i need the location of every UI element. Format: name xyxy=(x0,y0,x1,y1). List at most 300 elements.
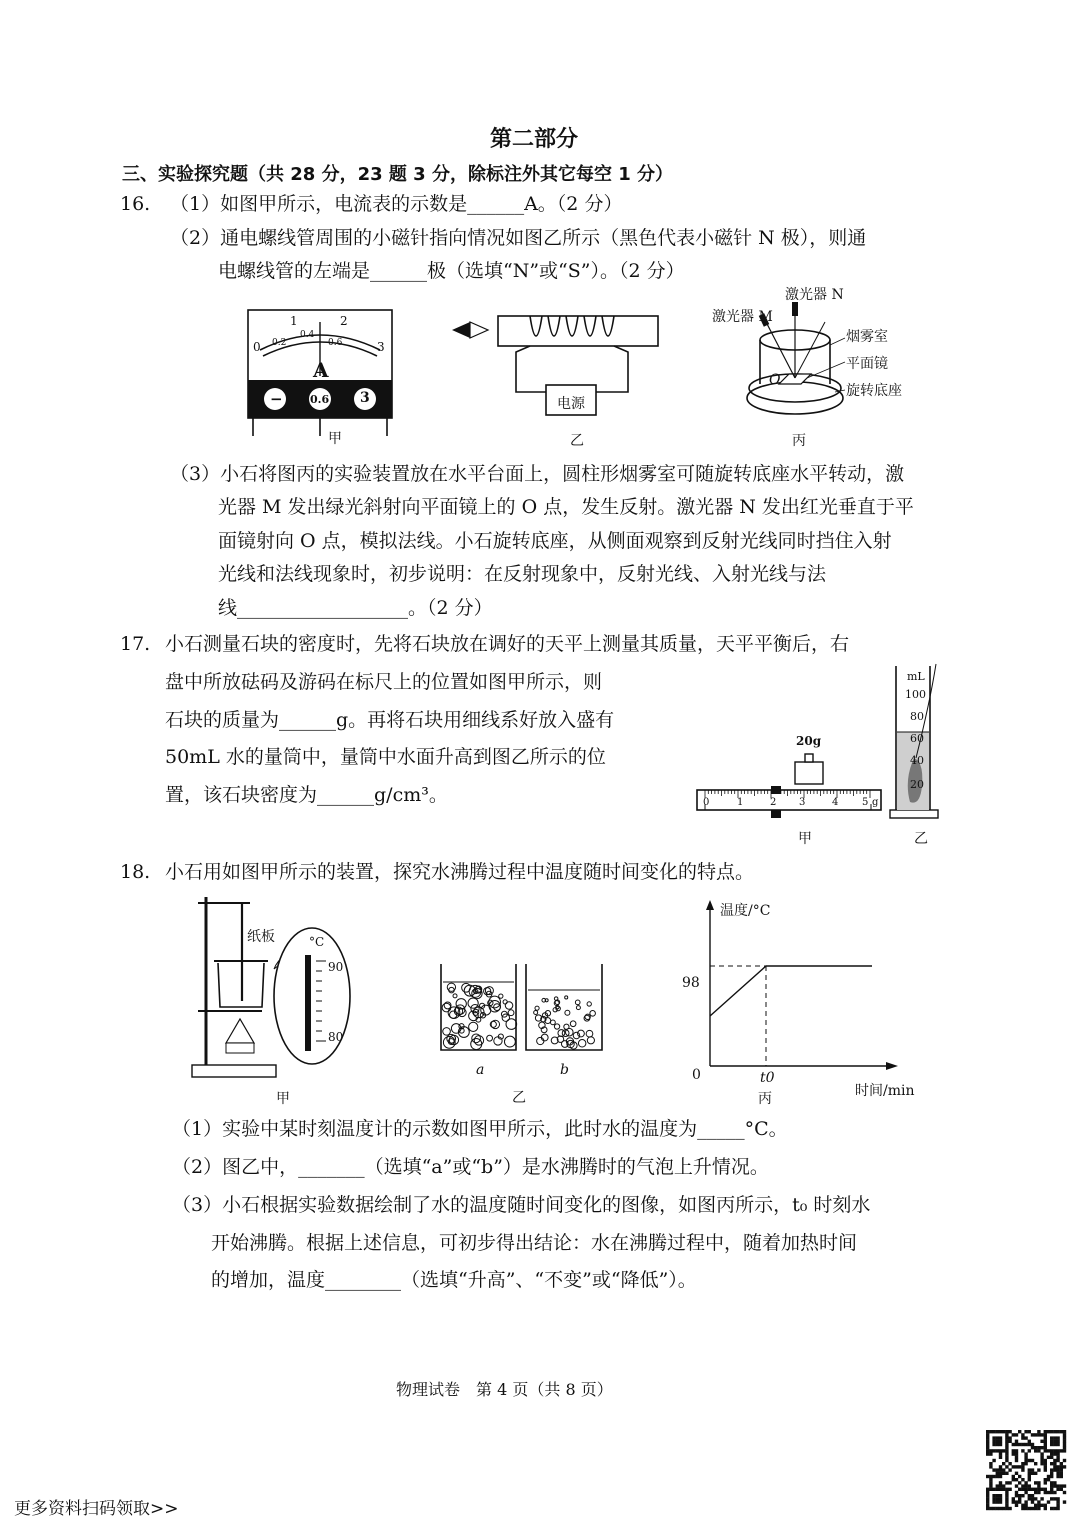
qr-module xyxy=(1037,1481,1040,1484)
qr-module xyxy=(1044,1443,1047,1446)
qr-module xyxy=(1056,1484,1059,1487)
qr-module xyxy=(1028,1459,1031,1462)
terminal-06: 0.6 xyxy=(310,393,330,406)
bubble xyxy=(537,1037,544,1044)
qr-module xyxy=(999,1436,1002,1439)
q18-part1: （1）实验中某时刻温度计的示数如图甲所示，此时水的温度为_____°C。 xyxy=(172,1118,788,1140)
qr-module xyxy=(1044,1507,1047,1510)
qr-module xyxy=(1037,1433,1040,1436)
qr-module xyxy=(1008,1507,1011,1510)
qr-module xyxy=(986,1507,989,1510)
qr-module xyxy=(1031,1507,1034,1510)
qr-module xyxy=(1005,1507,1008,1510)
q16-number: 16. xyxy=(120,193,151,215)
qr-module xyxy=(1005,1433,1008,1436)
qr-module xyxy=(1031,1443,1034,1446)
qr-module xyxy=(1047,1475,1050,1478)
qr-module xyxy=(1012,1497,1015,1500)
q16-part1: （1）如图甲所示，电流表的示数是______A。（2 分） xyxy=(170,193,623,215)
qr-module xyxy=(1021,1465,1024,1468)
bubble xyxy=(468,998,478,1008)
qr-module xyxy=(999,1452,1002,1455)
qr-module xyxy=(1012,1465,1015,1468)
qr-module xyxy=(1024,1452,1027,1455)
qr-module xyxy=(1060,1465,1063,1468)
qr-module xyxy=(1015,1494,1018,1497)
scale-tick-4: 4 xyxy=(832,797,839,808)
qr-module xyxy=(1050,1468,1053,1471)
qr-module xyxy=(1034,1507,1037,1510)
bubble xyxy=(587,1037,594,1044)
bubble xyxy=(469,1022,478,1031)
qr-module xyxy=(996,1500,999,1503)
qr-module xyxy=(1031,1433,1034,1436)
qr-module xyxy=(1044,1462,1047,1465)
qr-module xyxy=(1002,1507,1005,1510)
qr-module xyxy=(1021,1462,1024,1465)
qr-module xyxy=(1028,1449,1031,1452)
q17-line1: 小石测量石块的密度时，先将石块放在调好的天平上测量其质量，天平平衡后，右 xyxy=(165,633,850,655)
q18-part3-line1: （3）小石根据实验数据绘制了水的温度随时间变化的图像，如图丙所示，t₀ 时刻水 xyxy=(172,1194,871,1216)
bubble xyxy=(575,1000,580,1005)
qr-module xyxy=(1005,1472,1008,1475)
q18-line1: 小石用如图甲所示的装置，探究水沸腾过程中温度随时间变化的特点。 xyxy=(165,861,755,883)
qr-module xyxy=(1060,1430,1063,1433)
qr-module xyxy=(999,1494,1002,1497)
plane-mirror-label: 平面镜 xyxy=(846,356,888,372)
qr-module xyxy=(999,1488,1002,1491)
qr-module xyxy=(1005,1491,1008,1494)
qr-module xyxy=(1012,1449,1015,1452)
chart-x-tick-t0: t0 xyxy=(760,1070,775,1086)
qr-module xyxy=(1040,1488,1043,1491)
qr-module xyxy=(1015,1452,1018,1455)
bubble xyxy=(578,1040,585,1047)
bubble xyxy=(506,1019,517,1030)
bubble xyxy=(564,1024,569,1029)
bubble xyxy=(554,1024,559,1029)
qr-module xyxy=(986,1497,989,1500)
cylinder-tick-40: 40 xyxy=(910,754,924,767)
qr-module xyxy=(999,1507,1002,1510)
qr-module xyxy=(1018,1475,1021,1478)
qr-module xyxy=(986,1436,989,1439)
scale-tick-1: 1 xyxy=(737,797,744,808)
qr-module xyxy=(999,1481,1002,1484)
qr-module xyxy=(989,1481,992,1484)
point-o-label: O xyxy=(769,372,781,388)
q17-line4: 50mL 水的量筒中，量筒中水面升高到图乙所示的位 xyxy=(165,746,606,768)
cylinder-tick-60: 60 xyxy=(910,732,924,745)
qr-module xyxy=(1056,1449,1059,1452)
qr-module xyxy=(1021,1484,1024,1487)
qr-module xyxy=(1002,1472,1005,1475)
q16-part2-line2: 电螺线管的左端是______极（选填“N”或“S”）。（2 分） xyxy=(218,260,685,282)
bubbles-figure xyxy=(438,962,606,1058)
bubble xyxy=(570,1021,576,1027)
qr-module xyxy=(1028,1472,1031,1475)
bubble xyxy=(565,1010,570,1015)
qr-module xyxy=(1053,1449,1056,1452)
qr-module xyxy=(1050,1484,1053,1487)
terminal-3: 3 xyxy=(360,390,370,406)
qr-module xyxy=(1060,1484,1063,1487)
qr-module xyxy=(1056,1504,1059,1507)
qr-module xyxy=(1028,1478,1031,1481)
bubble xyxy=(534,1011,538,1015)
qr-module xyxy=(1056,1507,1059,1510)
qr-module xyxy=(1037,1500,1040,1503)
qr-module xyxy=(1031,1494,1034,1497)
qr-module xyxy=(1034,1488,1037,1491)
qr-module xyxy=(989,1465,992,1468)
section-heading: 三、实验探究题（共 28 分，23 题 3 分，除标注外其它每空 1 分） xyxy=(122,164,674,185)
qr-module xyxy=(1021,1478,1024,1481)
ammeter-tick-04: 0.4 xyxy=(300,330,315,340)
qr-module xyxy=(1044,1478,1047,1481)
qr-module xyxy=(1012,1478,1015,1481)
ammeter-tick-3: 3 xyxy=(377,340,385,354)
qr-module xyxy=(986,1433,989,1436)
qr-module xyxy=(1002,1430,1005,1433)
qr-module xyxy=(1047,1500,1050,1503)
qr-module xyxy=(996,1484,999,1487)
qr-module xyxy=(1005,1459,1008,1462)
qr-module xyxy=(992,1436,995,1439)
qr-module xyxy=(1005,1494,1008,1497)
qr-module xyxy=(1024,1443,1027,1446)
bubble xyxy=(449,987,454,992)
qr-module xyxy=(1024,1456,1027,1459)
qr-module xyxy=(1063,1484,1066,1487)
qr-module xyxy=(1040,1497,1043,1500)
bubble xyxy=(576,1006,580,1010)
page-title: 第二部分 xyxy=(490,127,579,152)
thermometer-90: 90 xyxy=(328,960,344,974)
qr-module xyxy=(1002,1484,1005,1487)
q18-number: 18. xyxy=(120,861,151,883)
qr-module xyxy=(1005,1452,1008,1455)
qr-module xyxy=(999,1440,1002,1443)
qr-module xyxy=(1018,1488,1021,1491)
qr-module xyxy=(1040,1459,1043,1462)
qr-module xyxy=(1063,1459,1066,1462)
qr-module xyxy=(996,1497,999,1500)
qr-module xyxy=(992,1500,995,1503)
qr-module xyxy=(1044,1436,1047,1439)
qr-module xyxy=(1040,1456,1043,1459)
chart-series-line xyxy=(710,966,872,1016)
cylinder-tick-100: 100 xyxy=(905,688,926,701)
bubble xyxy=(535,1006,539,1010)
qr-module xyxy=(996,1507,999,1510)
promo-text[interactable]: 更多资料扫码领取>> xyxy=(14,1499,179,1519)
qr-module xyxy=(1053,1465,1056,1468)
qr-module xyxy=(989,1430,992,1433)
apparatus-caption: 甲 xyxy=(276,1091,290,1107)
qr-module xyxy=(1005,1456,1008,1459)
qr-module xyxy=(1015,1491,1018,1494)
bubble xyxy=(545,999,548,1002)
chart-xlabel: 时间/min xyxy=(855,1083,915,1099)
qr-module xyxy=(1031,1446,1034,1449)
qr-module xyxy=(999,1500,1002,1503)
qr-module xyxy=(1050,1481,1053,1484)
power-supply-label: 电源 xyxy=(557,396,585,412)
scale-tick-0: 0 xyxy=(703,797,710,808)
qr-module xyxy=(1031,1468,1034,1471)
balance-caption: 甲 xyxy=(798,831,812,847)
qr-module xyxy=(1024,1507,1027,1510)
qr-module xyxy=(1005,1488,1008,1491)
qr-module xyxy=(1050,1507,1053,1510)
qr-module xyxy=(1050,1440,1053,1443)
qr-module xyxy=(1005,1440,1008,1443)
qr-module xyxy=(1018,1443,1021,1446)
qr-module xyxy=(1028,1468,1031,1471)
chart-ylabel: 温度/°C xyxy=(720,903,771,919)
qr-module xyxy=(1021,1436,1024,1439)
qr-module xyxy=(992,1468,995,1471)
qr-module xyxy=(1050,1497,1053,1500)
qr-module xyxy=(1002,1449,1005,1452)
qr-module xyxy=(1047,1478,1050,1481)
qr-module xyxy=(1063,1436,1066,1439)
qr-module xyxy=(1050,1443,1053,1446)
qr-module xyxy=(999,1443,1002,1446)
qr-module xyxy=(1037,1491,1040,1494)
qr-module xyxy=(1053,1430,1056,1433)
q16-part3-line5: 线__________________。（2 分） xyxy=(218,597,493,619)
qr-module xyxy=(999,1430,1002,1433)
qr-module xyxy=(986,1440,989,1443)
qr-module xyxy=(1012,1452,1015,1455)
qr-module xyxy=(1015,1456,1018,1459)
qr-module xyxy=(1021,1449,1024,1452)
qr-module xyxy=(1050,1430,1053,1433)
qr-module xyxy=(1028,1497,1031,1500)
qr-module xyxy=(1040,1446,1043,1449)
qr-module xyxy=(1008,1436,1011,1439)
qr-module xyxy=(1034,1481,1037,1484)
q17-line3: 石块的质量为______g。再将石块用细线系好放入盛有 xyxy=(165,709,615,731)
qr-module xyxy=(992,1449,995,1452)
qr-module xyxy=(1044,1449,1047,1452)
qr-module xyxy=(1056,1452,1059,1455)
qr-module xyxy=(1050,1462,1053,1465)
bubble xyxy=(503,1000,507,1004)
qr-module xyxy=(1028,1443,1031,1446)
qr-module xyxy=(1050,1472,1053,1475)
qr-module xyxy=(1031,1500,1034,1503)
laser-n-label: 激光器 N xyxy=(785,287,844,303)
qr-module xyxy=(1053,1440,1056,1443)
qr-module xyxy=(1034,1462,1037,1465)
qr-module xyxy=(1053,1462,1056,1465)
qr-module xyxy=(1053,1491,1056,1494)
qr-module xyxy=(989,1452,992,1455)
bubble xyxy=(442,1003,451,1012)
cylinder-unit: mL xyxy=(907,670,925,683)
qr-module xyxy=(1053,1436,1056,1439)
balance-scale-figure xyxy=(695,748,885,823)
qr-module xyxy=(1005,1465,1008,1468)
qr-module xyxy=(1028,1430,1031,1433)
qr-module xyxy=(1034,1504,1037,1507)
q16-part2-line1: （2）通电螺线管周围的小磁针指向情况如图乙所示（黑色代表小磁针 N 极），则通 xyxy=(170,227,867,249)
qr-module xyxy=(1053,1452,1056,1455)
qr-module xyxy=(1008,1430,1011,1433)
qr-module xyxy=(992,1494,995,1497)
qr-module xyxy=(1024,1484,1027,1487)
qr-module xyxy=(996,1449,999,1452)
qr-module xyxy=(999,1472,1002,1475)
chart-origin-label: 0 xyxy=(692,1067,701,1083)
qr-module xyxy=(1063,1446,1066,1449)
qr-module xyxy=(986,1449,989,1452)
qr-module xyxy=(986,1452,989,1455)
qr-module xyxy=(1037,1488,1040,1491)
qr-module xyxy=(1034,1497,1037,1500)
terminal-negative: − xyxy=(270,390,283,408)
qr-module xyxy=(999,1465,1002,1468)
qr-module xyxy=(1044,1440,1047,1443)
qr-module xyxy=(1044,1465,1047,1468)
scale-tick-marks xyxy=(697,790,881,810)
qr-module xyxy=(1012,1500,1015,1503)
qr-module xyxy=(992,1475,995,1478)
q16-part3-line1: （3）小石将图丙的实验装置放在水平台面上，圆柱形烟雾室可随旋转底座水平转动，激 xyxy=(170,463,905,485)
qr-module xyxy=(1015,1440,1018,1443)
qr-module xyxy=(1021,1433,1024,1436)
solenoid-figure xyxy=(448,312,663,424)
cylinder-caption: 乙 xyxy=(914,831,928,847)
thermometer-80: 80 xyxy=(328,1030,344,1044)
qr-module xyxy=(1018,1481,1021,1484)
qr-module xyxy=(1028,1507,1031,1510)
qr-module xyxy=(1008,1488,1011,1491)
qr-module xyxy=(1015,1478,1018,1481)
qr-module xyxy=(989,1462,992,1465)
qr-module xyxy=(1012,1443,1015,1446)
q16-part3-line4: 光线和法线现象时，初步说明：在反射现象中，反射光线、入射光线与法 xyxy=(218,563,827,585)
bubble xyxy=(565,996,568,999)
qr-code[interactable] xyxy=(986,1430,1066,1510)
qr-module xyxy=(1047,1456,1050,1459)
qr-module xyxy=(1018,1497,1021,1500)
qr-module xyxy=(1015,1443,1018,1446)
qr-module xyxy=(1008,1440,1011,1443)
qr-module xyxy=(1015,1465,1018,1468)
qr-module xyxy=(1037,1430,1040,1433)
qr-module xyxy=(1050,1491,1053,1494)
qr-module xyxy=(989,1475,992,1478)
q18-part3-line2: 开始沸腾。根据上述信息，可初步得出结论：水在沸腾过程中，随着加热时间 xyxy=(211,1232,858,1254)
qr-module xyxy=(1060,1468,1063,1471)
qr-module xyxy=(1040,1504,1043,1507)
qr-module xyxy=(986,1446,989,1449)
bubble xyxy=(443,1028,451,1036)
qr-module xyxy=(1044,1468,1047,1471)
qr-module xyxy=(992,1459,995,1462)
qr-module xyxy=(1024,1430,1027,1433)
qr-module xyxy=(1037,1449,1040,1452)
qr-module xyxy=(1002,1468,1005,1471)
scale-tick-3: 3 xyxy=(799,797,806,808)
qr-module xyxy=(999,1449,1002,1452)
qr-module xyxy=(1021,1488,1024,1491)
qr-module xyxy=(1050,1452,1053,1455)
qr-module xyxy=(1044,1459,1047,1462)
ammeter-tick-02: 0.2 xyxy=(272,338,287,348)
qr-module xyxy=(1015,1472,1018,1475)
qr-module xyxy=(1050,1436,1053,1439)
qr-module xyxy=(1056,1465,1059,1468)
qr-module xyxy=(1063,1500,1066,1503)
qr-module xyxy=(1056,1468,1059,1471)
qr-module xyxy=(992,1497,995,1500)
bubbles-caption: 乙 xyxy=(512,1090,526,1106)
bubble xyxy=(508,1010,514,1016)
qr-module xyxy=(996,1472,999,1475)
qr-module xyxy=(1040,1462,1043,1465)
q16-part3-line3: 面镜射向 O 点，模拟法线。小石旋转底座，从侧面观察到反射光线同时挡住入射 xyxy=(218,530,892,552)
thermometer-unit: °C xyxy=(309,935,325,949)
qr-module xyxy=(1050,1488,1053,1491)
qr-module xyxy=(1056,1436,1059,1439)
qr-module xyxy=(1060,1488,1063,1491)
qr-module xyxy=(1056,1475,1059,1478)
qr-module xyxy=(1053,1443,1056,1446)
qr-module xyxy=(1063,1443,1066,1446)
qr-module xyxy=(986,1430,989,1433)
qr-module xyxy=(1028,1494,1031,1497)
qr-module xyxy=(1005,1500,1008,1503)
chart-y-arrow xyxy=(706,900,714,910)
qr-module xyxy=(1015,1433,1018,1436)
qr-module xyxy=(986,1504,989,1507)
chart-x-arrow xyxy=(886,1062,898,1070)
qr-module xyxy=(1063,1465,1066,1468)
qr-module xyxy=(989,1449,992,1452)
qr-module xyxy=(1008,1462,1011,1465)
bubble xyxy=(462,983,471,992)
qr-module xyxy=(992,1430,995,1433)
qr-module xyxy=(1005,1446,1008,1449)
qr-module xyxy=(1056,1459,1059,1462)
qr-module xyxy=(1063,1440,1066,1443)
qr-module xyxy=(986,1443,989,1446)
qr-module xyxy=(999,1468,1002,1471)
qr-module xyxy=(1021,1504,1024,1507)
qr-module xyxy=(1037,1484,1040,1487)
qr-module xyxy=(1060,1462,1063,1465)
qr-module xyxy=(1063,1433,1066,1436)
qr-module xyxy=(1005,1436,1008,1439)
qr-module xyxy=(1005,1497,1008,1500)
scale-unit: g xyxy=(872,797,879,808)
qr-module xyxy=(1028,1475,1031,1478)
qr-module xyxy=(999,1484,1002,1487)
bubble xyxy=(453,994,457,998)
qr-module xyxy=(1044,1491,1047,1494)
qr-module xyxy=(1056,1472,1059,1475)
qr-module xyxy=(1037,1507,1040,1510)
qr-module xyxy=(1047,1449,1050,1452)
qr-module xyxy=(1031,1472,1034,1475)
qr-module xyxy=(1005,1430,1008,1433)
qr-module xyxy=(1044,1430,1047,1433)
